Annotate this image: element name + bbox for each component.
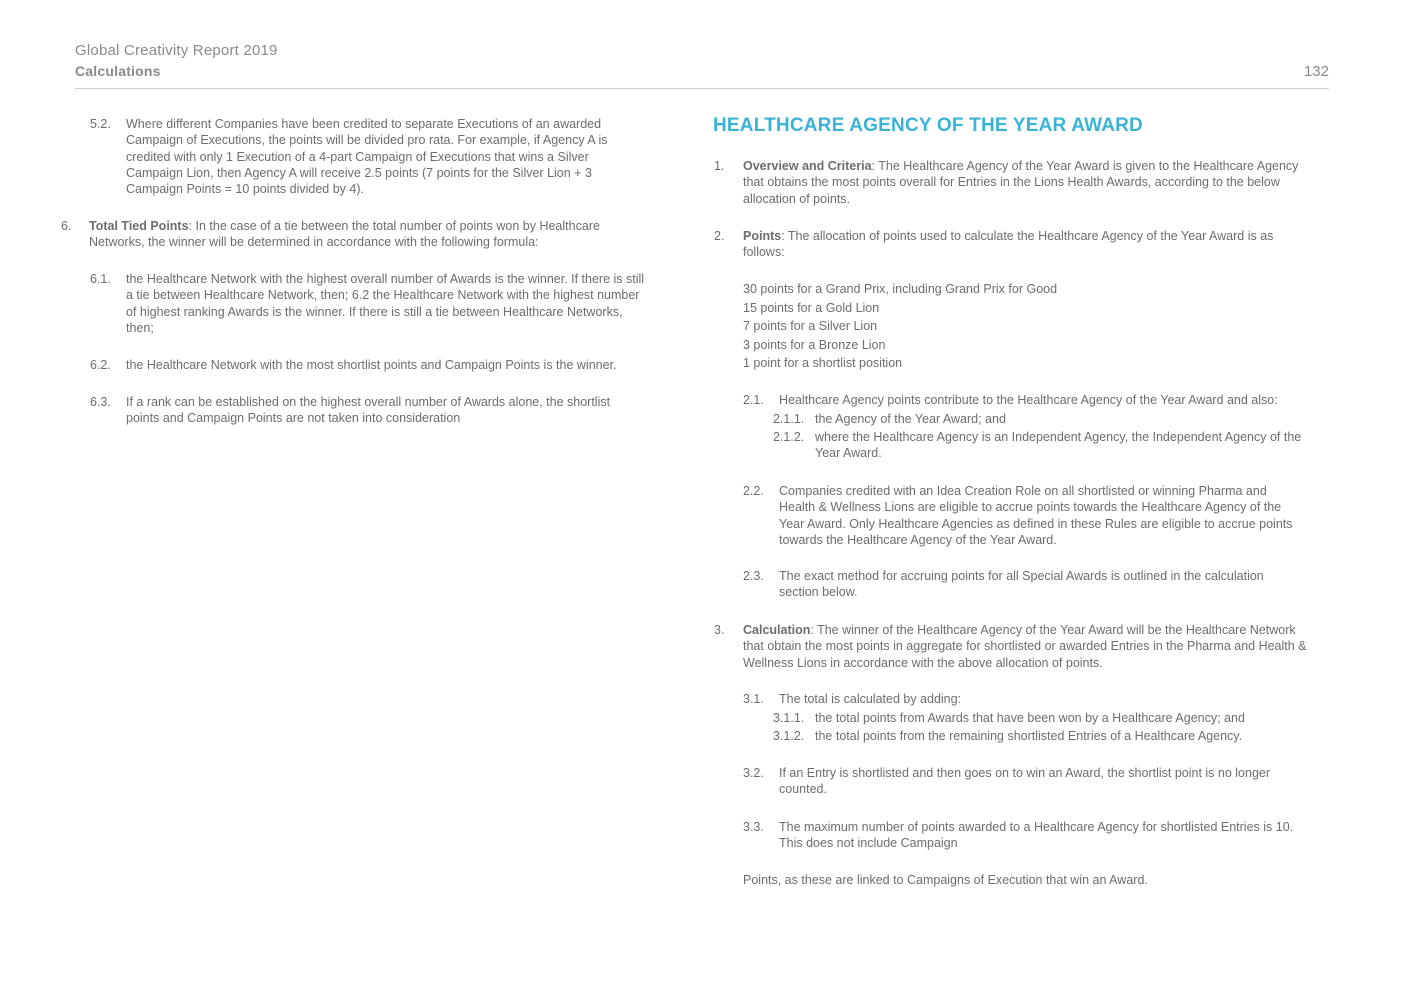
clause-3-3 [743,819,1323,853]
closing-text: Points, as these are linked to Campaigns of Execution that win an Award. [743,873,1148,887]
clause-3 [714,622,1314,672]
points-list-item: 30 points for a Grand Prix, including Grand Prix for Good [743,282,1058,296]
clause-6-1 [90,271,660,337]
clause-number: 2.1.1. [773,412,805,426]
clause-3-1-1 [773,710,1323,728]
clause-number: 6.3. [90,395,111,409]
award-title: HEALTHCARE AGENCY OF THE YEAR AWARD [713,115,1143,136]
points-list-item: 15 points for a Gold Lion [743,301,880,315]
clause-heading: Calculation [743,623,811,637]
page-number: 132 [1303,63,1329,80]
clause-number: 2.1. [743,393,764,407]
clause-number: 2.1.2. [773,430,805,444]
clause-text: : The Healthcare Agency of the Year Award is given to the Healthcare Agency that obtains the most points overall for Entries in the Lions Health Awards, according to the below allocation of points. [743,159,1299,206]
clause-text: The exact method for accruing points for all Special Awards is outlined in the calculation section below. [779,569,1264,600]
clause-number: 6.2. [90,358,111,372]
clause-body [743,622,1307,671]
clause-number: 5.2. [90,117,111,131]
clause-body [743,158,1311,207]
clause-text: the total points from the remaining shortlisted Entries of a Healthcare Agency. [815,729,1243,743]
clause-number: 2.2. [743,484,764,498]
clause-1 [714,158,1314,208]
clause-text: where the Healthcare Agency is an Independent Agency, the Independent Agency of the Year Award. [815,430,1302,461]
points-list-item: 7 points for a Silver Lion [743,319,878,333]
clause-text: If an Entry is shortlisted and then goes on to win an Award, the shortlist point is no longer counted. [779,766,1271,797]
clause-body [743,228,1305,261]
clause-2-2 [743,483,1323,549]
clause-3-1-2 [773,728,1323,746]
clause-text: : In the case of a tie between the total number of points won by Healthcare Networks, the winner will be determined in accordance with the following formula: [89,219,600,250]
clause-text: : The allocation of points used to calculate the Healthcare Agency of the Year Award is as follows: [743,229,1274,260]
clause-2 [714,228,1314,262]
points-list-item: 3 points for a Bronze Lion [743,338,886,352]
clause-heading: Points [743,229,782,243]
clause-text: Companies credited with an Idea Creation Role on all shortlisted or winning Pharma and Health & Wellness Lions are eligible to accrue points towards the Healthcare Agency of the Year Award. Only Healthcare Agencies as defined in these Rules are eligible to accrue points towards the Healthcare Agency of the Year Award. [779,484,1293,547]
clause-heading: Total Tied Points [89,219,189,233]
clause-number: 3. [714,623,725,637]
clause-number: 3.1. [743,692,764,706]
clause-heading: Overview and Criteria [743,159,872,173]
clause-text: The total is calculated by adding: [779,692,962,706]
clause-body [89,218,637,251]
clause-text: The maximum number of points awarded to a Healthcare Agency for shortlisted Entries is 10. This does not include Campaign [779,820,1294,851]
clause-number: 2. [714,229,725,243]
clause-number: 6. [61,219,72,233]
clause-6-3 [90,394,660,428]
page-header [75,42,1329,89]
clause-5-2 [90,116,650,198]
clause-number: 3.1.1. [773,711,805,725]
clause-text: the Healthcare Network with the most shortlist points and Campaign Points is the winner. [126,358,617,372]
clause-3-2 [743,765,1323,799]
clause-number: 6.1. [90,272,111,286]
points-list-item: 1 point for a shortlist position [743,356,903,370]
clause-number: 3.2. [743,766,764,780]
clause-2-1-1 [773,411,1323,429]
section-title: Calculations [75,63,161,79]
clause-2-1-2 [773,429,1323,463]
clause-6-2 [90,357,660,375]
clause-number: 2.3. [743,569,764,583]
clause-number: 1. [714,159,725,173]
clause-3-1 [743,691,1323,709]
document-title: Global Creativity Report 2019 [75,42,278,59]
clause-2-3 [743,568,1323,602]
clause-text: the total points from Awards that have been won by a Healthcare Agency; and [815,711,1245,725]
clause-text: Healthcare Agency points contribute to the Healthcare Agency of the Year Award and also: [779,393,1278,407]
clause-text: Where different Companies have been credited to separate Executions of an awarded Campaign of Executions, the points will be divided pro rata. For example, if Agency A is credited with only 1 Execution of a 4-part Campaign of Executions that wins a Silver Campaign Lion, then Agency A will receive 2.5 points (7 points for the Silver Lion + 3 Campaign Points = 10 points divided by 4). [126,117,608,197]
clause-2-1 [743,392,1323,410]
clause-text: the Healthcare Network with the highest overall number of Awards is the winner. If there is still a tie between Healthcare Network, then; 6.2 the Healthcare Network with the highest number of highest ranking Awards is the winner. If there is still a tie between Healthcare Networks, then; [126,272,645,335]
clause-number: 3.1.2. [773,729,805,743]
clause-number: 3.3. [743,820,764,834]
clause-6 [61,218,661,252]
clause-text: : The winner of the Healthcare Agency of the Year Award will be the Healthcare Network that obtain the most points in aggregate for shortlisted or awarded Entries in the Pharma and Health & Wellness Lions in accordance with the above allocation of points. [743,623,1307,670]
clause-text: the Agency of the Year Award; and [815,412,1006,426]
clause-text: If a rank can be established on the highest overall number of Awards alone, the shortlist points and Campaign Points are not taken into consideration [126,395,611,426]
